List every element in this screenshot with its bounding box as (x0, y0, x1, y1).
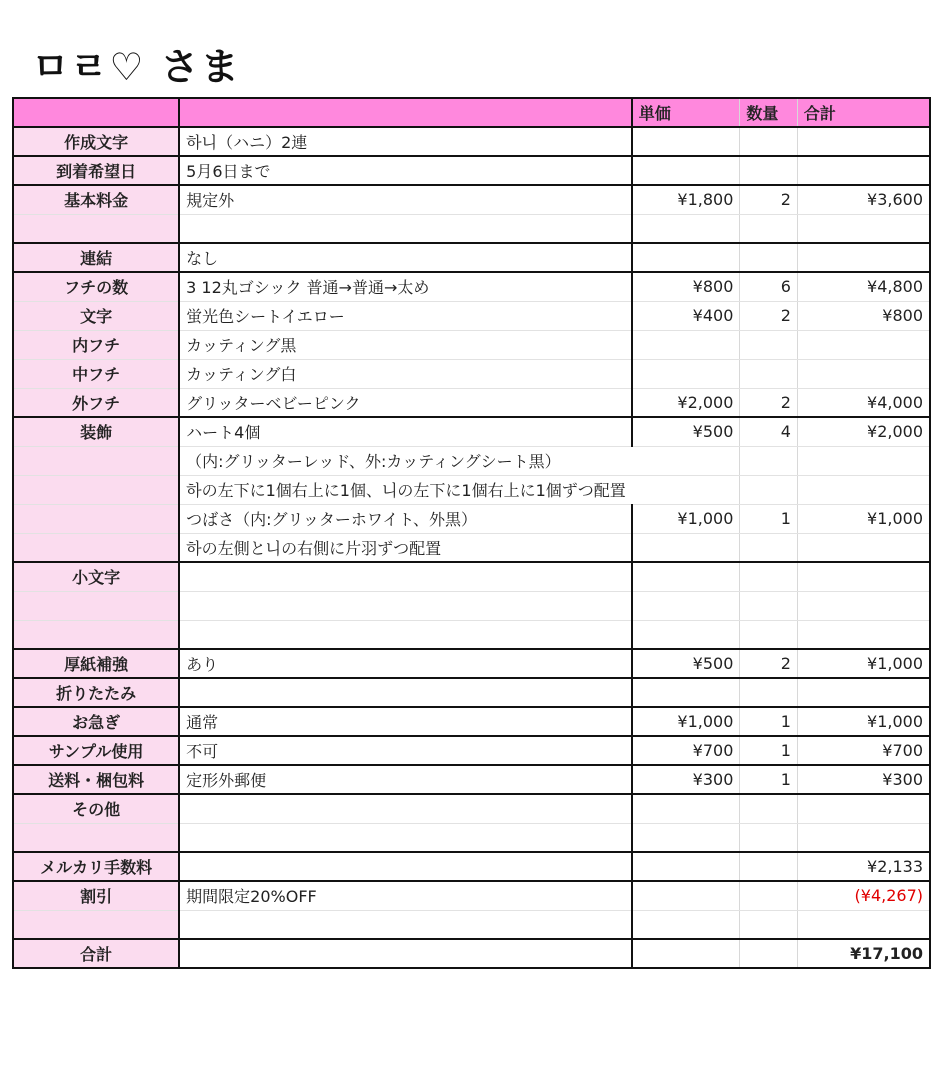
row-unit-price: ¥500 (632, 417, 740, 446)
row-total: ¥17,100 (797, 939, 930, 968)
estimate-table (12, 97, 931, 969)
table-row (13, 794, 930, 823)
row-total (797, 127, 930, 156)
table-row (13, 127, 930, 156)
row-total: ¥4,800 (797, 272, 930, 301)
table-row (13, 533, 930, 562)
table-row (13, 765, 930, 794)
row-label: 割引 (13, 881, 179, 910)
row-description: カッティング白 (179, 359, 632, 388)
row-quantity (740, 823, 798, 852)
row-total (797, 243, 930, 272)
row-unit-price (632, 243, 740, 272)
row-description: 定形外郵便 (179, 765, 632, 794)
row-label: 基本料金 (13, 185, 179, 214)
row-label (13, 446, 179, 475)
row-label: 装飾 (13, 417, 179, 446)
row-unit-price (632, 852, 740, 881)
row-description (179, 823, 632, 852)
table-row (13, 881, 930, 910)
row-total (797, 330, 930, 359)
table-row (13, 359, 930, 388)
table-row (13, 678, 930, 707)
table-row (13, 620, 930, 649)
row-label: お急ぎ (13, 707, 179, 736)
row-total (797, 533, 930, 562)
row-description: 3 12丸ゴシック 普通→普通→太め (179, 272, 632, 301)
row-quantity (740, 156, 798, 185)
row-quantity: 2 (740, 649, 798, 678)
table-row (13, 446, 930, 475)
row-label (13, 591, 179, 620)
row-label (13, 823, 179, 852)
table-row (13, 823, 930, 852)
table-row (13, 301, 930, 330)
row-quantity (740, 243, 798, 272)
row-description (179, 939, 632, 968)
row-quantity (740, 359, 798, 388)
header-unit-price: 単価 (632, 98, 740, 127)
table-row (13, 185, 930, 214)
row-unit-price (632, 910, 740, 939)
row-label: 合計 (13, 939, 179, 968)
table-row (13, 852, 930, 881)
row-quantity: 1 (740, 707, 798, 736)
row-description: 規定外 (179, 185, 632, 214)
row-description: なし (179, 243, 632, 272)
table-row (13, 417, 930, 446)
table-row (13, 156, 930, 185)
row-description: 하の左下に1個右上に1個、니の左下に1個右上に1個ずつ配置 (179, 475, 632, 504)
row-unit-price: ¥1,800 (632, 185, 740, 214)
row-unit-price (632, 591, 740, 620)
row-quantity (740, 475, 798, 504)
row-total: ¥800 (797, 301, 930, 330)
row-quantity (740, 620, 798, 649)
row-description: 하니（ハニ）2連 (179, 127, 632, 156)
row-description (179, 678, 632, 707)
row-unit-price (632, 533, 740, 562)
table-row (13, 910, 930, 939)
row-total (797, 910, 930, 939)
row-total (797, 562, 930, 591)
table-row (13, 272, 930, 301)
row-description: 蛍光色シートイエロー (179, 301, 632, 330)
row-label: 外フチ (13, 388, 179, 417)
header-row (13, 98, 930, 127)
header-total: 合計 (797, 98, 930, 127)
row-total: ¥1,000 (797, 504, 930, 533)
row-quantity (740, 446, 798, 475)
row-quantity (740, 910, 798, 939)
row-unit-price (632, 939, 740, 968)
row-description: グリッターベビーピンク (179, 388, 632, 417)
row-quantity (740, 794, 798, 823)
table-row (13, 736, 930, 765)
row-description: カッティング黒 (179, 330, 632, 359)
row-label: 連結 (13, 243, 179, 272)
row-label (13, 214, 179, 243)
row-label (13, 533, 179, 562)
row-quantity: 2 (740, 301, 798, 330)
row-quantity (740, 939, 798, 968)
row-quantity (740, 678, 798, 707)
row-quantity (740, 562, 798, 591)
row-total: ¥3,600 (797, 185, 930, 214)
row-description (179, 620, 632, 649)
header-col2 (179, 98, 632, 127)
row-description: 5月6日まで (179, 156, 632, 185)
row-total: ¥2,133 (797, 852, 930, 881)
table-row (13, 939, 930, 968)
row-quantity: 2 (740, 185, 798, 214)
row-quantity (740, 881, 798, 910)
row-total (797, 678, 930, 707)
row-quantity (740, 127, 798, 156)
row-label: 折りたたみ (13, 678, 179, 707)
row-quantity (740, 852, 798, 881)
row-label: フチの数 (13, 272, 179, 301)
row-label: 小文字 (13, 562, 179, 591)
row-unit-price (632, 446, 740, 475)
row-unit-price (632, 156, 740, 185)
row-quantity: 1 (740, 504, 798, 533)
row-unit-price (632, 881, 740, 910)
row-unit-price: ¥700 (632, 736, 740, 765)
row-unit-price: ¥300 (632, 765, 740, 794)
table-row (13, 562, 930, 591)
row-label: 内フチ (13, 330, 179, 359)
table-row (13, 707, 930, 736)
table-row (13, 214, 930, 243)
table-row (13, 591, 930, 620)
row-description: 通常 (179, 707, 632, 736)
row-unit-price: ¥400 (632, 301, 740, 330)
row-total (797, 156, 930, 185)
page-title: ㅁㄹ♡ さま (32, 45, 241, 89)
row-quantity (740, 214, 798, 243)
row-description (179, 562, 632, 591)
row-label: 作成文字 (13, 127, 179, 156)
row-total: ¥4,000 (797, 388, 930, 417)
row-label (13, 620, 179, 649)
row-total: ¥700 (797, 736, 930, 765)
row-unit-price (632, 127, 740, 156)
row-description: 不可 (179, 736, 632, 765)
table-row (13, 504, 930, 533)
row-description: あり (179, 649, 632, 678)
row-total (797, 446, 930, 475)
row-total: (¥4,267) (797, 881, 930, 910)
table-row (13, 475, 930, 504)
row-description: 하の左側と니の右側に片羽ずつ配置 (179, 533, 632, 562)
row-unit-price (632, 620, 740, 649)
header-col1 (13, 98, 179, 127)
row-label: サンプル使用 (13, 736, 179, 765)
row-total (797, 823, 930, 852)
row-unit-price (632, 794, 740, 823)
row-quantity: 4 (740, 417, 798, 446)
row-label (13, 504, 179, 533)
row-description (179, 591, 632, 620)
row-description (179, 794, 632, 823)
row-label: 厚紙補強 (13, 649, 179, 678)
row-total: ¥1,000 (797, 649, 930, 678)
row-total (797, 794, 930, 823)
header-quantity: 数量 (740, 98, 798, 127)
row-quantity (740, 591, 798, 620)
row-quantity: 1 (740, 736, 798, 765)
row-quantity (740, 330, 798, 359)
row-unit-price (632, 475, 740, 504)
row-unit-price: ¥500 (632, 649, 740, 678)
row-label: 送料・梱包料 (13, 765, 179, 794)
row-unit-price: ¥1,000 (632, 707, 740, 736)
table-row (13, 388, 930, 417)
row-description (179, 852, 632, 881)
row-label: 文字 (13, 301, 179, 330)
row-total (797, 620, 930, 649)
row-description (179, 910, 632, 939)
row-unit-price (632, 359, 740, 388)
row-total (797, 359, 930, 388)
row-total (797, 214, 930, 243)
row-total: ¥300 (797, 765, 930, 794)
row-unit-price (632, 214, 740, 243)
row-total (797, 475, 930, 504)
table-row (13, 330, 930, 359)
row-description: （内:グリッターレッド、外:カッティングシート黒） (179, 446, 632, 475)
row-label (13, 475, 179, 504)
row-label: 到着希望日 (13, 156, 179, 185)
row-description: ハート4個 (179, 417, 632, 446)
row-description: つばさ（内:グリッターホワイト、外黒） (179, 504, 632, 533)
row-unit-price (632, 562, 740, 591)
table-row (13, 243, 930, 272)
row-total: ¥2,000 (797, 417, 930, 446)
row-unit-price: ¥1,000 (632, 504, 740, 533)
row-total: ¥1,000 (797, 707, 930, 736)
row-unit-price: ¥2,000 (632, 388, 740, 417)
row-total (797, 591, 930, 620)
row-description: 期間限定20%OFF (179, 881, 632, 910)
row-quantity (740, 533, 798, 562)
row-label (13, 910, 179, 939)
row-unit-price (632, 330, 740, 359)
row-quantity: 2 (740, 388, 798, 417)
row-unit-price: ¥800 (632, 272, 740, 301)
row-quantity: 1 (740, 765, 798, 794)
row-quantity: 6 (740, 272, 798, 301)
row-unit-price (632, 678, 740, 707)
row-description (179, 214, 632, 243)
row-label: メルカリ手数料 (13, 852, 179, 881)
table-row (13, 649, 930, 678)
row-unit-price (632, 823, 740, 852)
row-label: 中フチ (13, 359, 179, 388)
row-label: その他 (13, 794, 179, 823)
